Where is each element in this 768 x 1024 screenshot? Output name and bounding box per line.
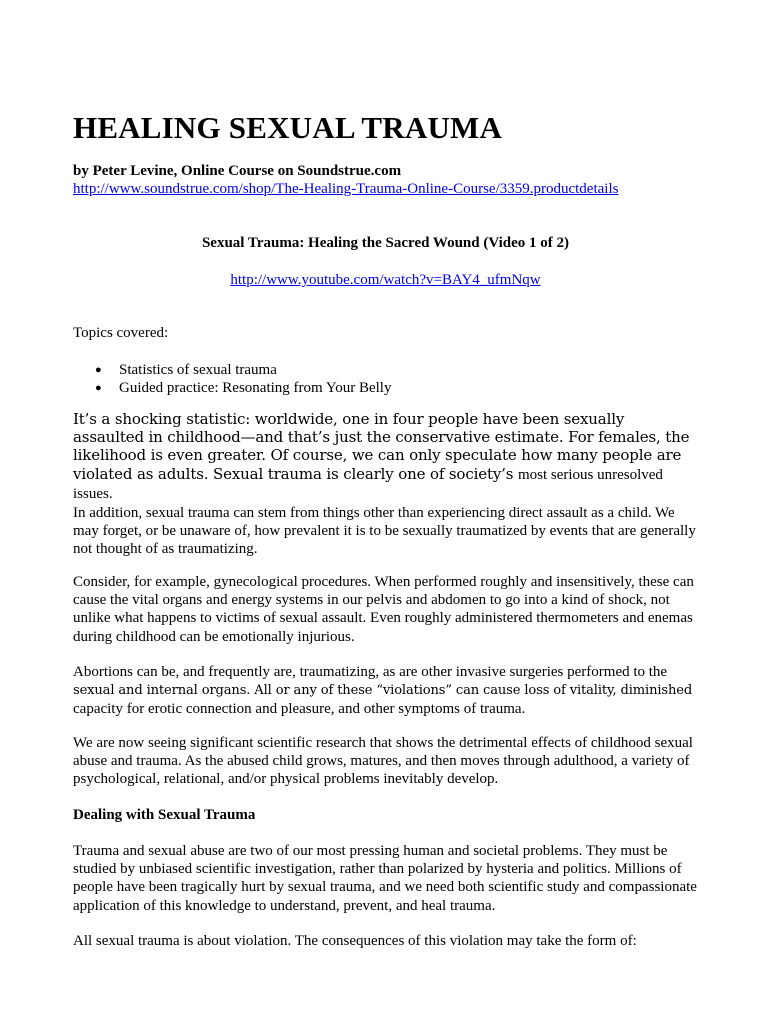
section-heading: Dealing with Sexual Trauma	[73, 807, 256, 823]
list-item	[73, 361, 391, 379]
topic-text: Guided practice: Resonating from Your Belly	[119, 380, 392, 396]
paragraph-violation: All sexual trauma is about violation. The consequences of this violation may take the form of:	[73, 933, 637, 949]
paragraph-text: capacity for erotic connection and pleasure, and other symptoms of trauma.	[73, 701, 526, 718]
video-link-container	[73, 271, 698, 290]
paragraph-gynecological: Consider, for example, gynecological procedures. When performed roughly and insensitively, these can cause the vital organs and energy systems in our pelvis and abdomen to go into a kind of shock, not unlike what happens to victims of sexual assault. Even roughly administered thermometers and enemas during childhood can be emotionally injurious.	[73, 574, 694, 645]
paragraph-abortions	[73, 663, 698, 719]
paragraph-societal-problems: Trauma and sexual abuse are two of our most pressing human and societal problems. They must be studied by unbiased scientific investigation, rather than polarized by hysteria and politics. Millions of people have been tragically hurt by sexual trauma, and we need both scientific study and compassionate application of this knowledge to understand, prevent, and heal trauma.	[73, 843, 697, 914]
course-link[interactable]: http://www.soundstrue.com/shop/The-Healing-Trauma-Online-Course/3359.productdetails	[73, 181, 619, 197]
topic-text: Statistics of sexual trauma	[119, 362, 277, 378]
paragraph-text: It’s a shocking statistic: worldwide, one in four people have been sexually assaulted in childhood—and that’s just the conservative estimate. For females, the likelihood is even greater. Of course, we can only speculate how many people are violated as adults. Sexual trauma is clearly one of society’s	[73, 410, 690, 483]
byline: by Peter Levine, Online Course on Soundstrue.com	[73, 163, 402, 179]
paragraph-text: sexual and internal organs. All or any of these “violations” can cause loss of vitality, diminished	[73, 683, 693, 699]
paragraph-statistic	[73, 410, 698, 503]
paragraph-research: We are now seeing significant scientific research that shows the detrimental effects of childhood sexual abuse and trauma. As the abused child grows, matures, and then moves through adulthood, a variety of psychological, relational, and/or physical problems inevitably develop.	[73, 735, 693, 788]
bullet-icon: ●	[95, 382, 102, 394]
paragraph-text: most serious unresolved issues.	[73, 466, 663, 502]
bullet-icon: ●	[95, 364, 102, 376]
topics-list	[73, 361, 391, 397]
topics-label: Topics covered:	[73, 325, 169, 341]
video-link[interactable]: http://www.youtube.com/watch?v=BAY4_ufmNqw	[230, 272, 541, 288]
paragraph-other-sources: In addition, sexual trauma can stem from things other than experiencing direct assault as a child. We may forget, or be unaware of, how prevalent it is to be sexually traumatized by events that are generally not thought of as traumatizing.	[73, 505, 696, 558]
list-item	[73, 379, 391, 397]
document-title: HEALING SEXUAL TRAUMA	[73, 110, 503, 145]
paragraph-text: Abortions can be, and frequently are, traumatizing, as are other invasive surgeries performed to the	[73, 664, 668, 680]
video-title: Sexual Trauma: Healing the Sacred Wound (Video 1 of 2)	[201, 235, 570, 251]
